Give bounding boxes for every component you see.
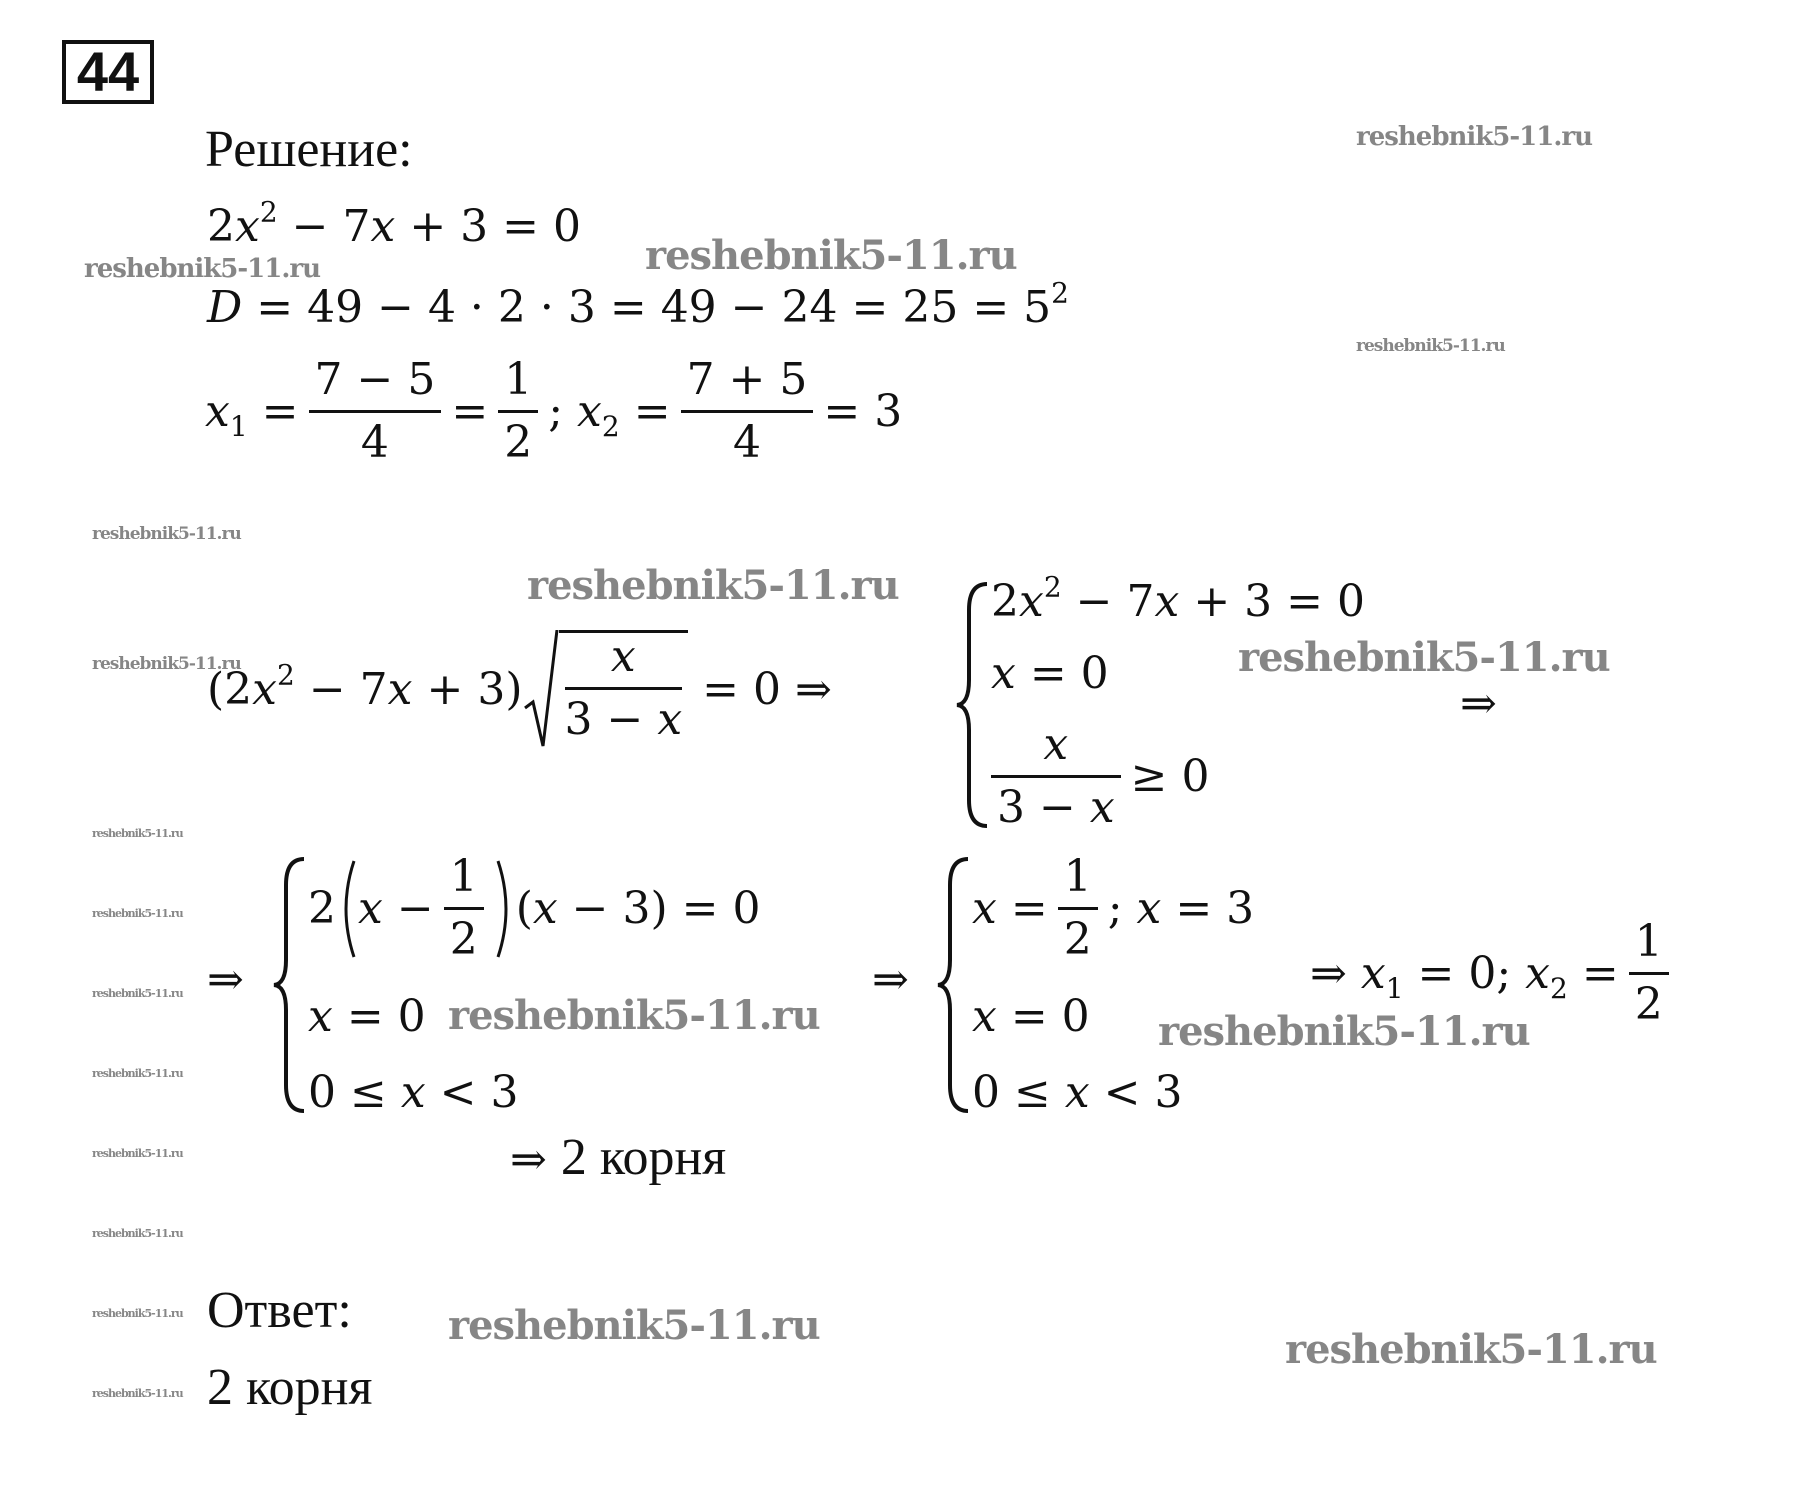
equation-line: $2x^2 - 7x + 3 = 0$ bbox=[207, 195, 581, 252]
watermark: reshebnik5-11.ru bbox=[1356, 122, 1593, 152]
left-paren-icon bbox=[336, 859, 358, 959]
implies-arrow: ⇒ bbox=[207, 954, 244, 1005]
watermark: reshebnik5-11.ru bbox=[92, 1307, 183, 1320]
fraction: $\frac{7 + 5}{4}$ bbox=[681, 358, 814, 465]
fraction: $\frac{7 - 5}{4}$ bbox=[309, 358, 442, 465]
discriminant-line: $D = 49 - 4 \cdot 2 \cdot 3 = 49 - 24 = 25 = 5^2$ bbox=[207, 276, 1069, 333]
watermark: reshebnik5-11.ru bbox=[1158, 1008, 1530, 1055]
left-brace-icon bbox=[936, 855, 972, 1115]
fraction: $\frac{x}{3 - x}$ bbox=[991, 723, 1121, 830]
watermark: reshebnik5-11.ru bbox=[448, 1302, 820, 1349]
answer-value: 2 корня bbox=[207, 1359, 373, 1416]
main-equation: $(2x^2 - 7x + 3)$ x 3 − x = 0 ⇒ bbox=[207, 630, 832, 750]
final-roots: ⇒ $x_1 = 0$; $x_2$ = $\frac{1}{2}$ bbox=[1310, 920, 1679, 1027]
left-brace-icon bbox=[272, 855, 308, 1115]
watermark: reshebnik5-11.ru bbox=[92, 907, 183, 920]
solution-label: Решение: bbox=[205, 121, 413, 178]
watermark: reshebnik5-11.ru bbox=[92, 524, 241, 544]
system-2: 2 x − $\frac{1}{2}$ (x − 3) = 0 x = 0 0 ≤ x < 3 bbox=[272, 855, 761, 1115]
implies-arrow: ⇒ bbox=[872, 954, 909, 1005]
right-paren-icon bbox=[494, 859, 516, 959]
implies-arrow: ⇒ bbox=[1460, 678, 1497, 729]
problem-number: 44 bbox=[62, 40, 154, 104]
watermark: reshebnik5-11.ru bbox=[92, 987, 183, 1000]
radical-sign-icon bbox=[523, 630, 559, 750]
system-3: x = $\frac{1}{2}$ ; x = 3 x = 0 0 ≤ x < 3 bbox=[936, 855, 1254, 1115]
watermark: reshebnik5-11.ru bbox=[92, 827, 183, 840]
fraction: $\frac{1}{2}$ bbox=[444, 855, 484, 962]
square-root: x 3 − x bbox=[523, 630, 689, 750]
watermark: reshebnik5-11.ru bbox=[92, 654, 241, 674]
watermark: reshebnik5-11.ru bbox=[1238, 634, 1610, 681]
roots-count-line: ⇒ 2 корня bbox=[510, 1129, 727, 1186]
watermark: reshebnik5-11.ru bbox=[92, 1227, 183, 1240]
fraction: $\frac{1}{2}$ bbox=[1058, 855, 1098, 962]
roots-count-text: 2 корня bbox=[560, 1129, 727, 1186]
watermark: reshebnik5-11.ru bbox=[527, 562, 899, 609]
watermark: reshebnik5-11.ru bbox=[92, 1147, 183, 1160]
fraction: $\frac{1}{2}$ bbox=[1629, 920, 1669, 1027]
watermark: reshebnik5-11.ru bbox=[1356, 336, 1505, 356]
watermark: reshebnik5-11.ru bbox=[645, 232, 1017, 279]
answer-label: Ответ: bbox=[207, 1282, 352, 1339]
watermark: reshebnik5-11.ru bbox=[1285, 1326, 1657, 1373]
system-1: $2x^2 - 7x + 3 = 0$ x = 0 $\frac{x}{3 - x}$ ≥ 0 bbox=[955, 580, 1365, 830]
left-brace-icon bbox=[955, 580, 991, 830]
fraction: $\frac{1}{2}$ bbox=[498, 358, 538, 465]
watermark: reshebnik5-11.ru bbox=[84, 254, 321, 284]
watermark: reshebnik5-11.ru bbox=[448, 992, 820, 1039]
watermark: reshebnik5-11.ru bbox=[92, 1387, 183, 1400]
watermark: reshebnik5-11.ru bbox=[92, 1067, 183, 1080]
roots-line: $x_1$ = $\frac{7 - 5}{4}$ = $\frac{1}{2}$ ; $x_2$ = $\frac{7 + 5}{4}$ = 3 bbox=[205, 354, 903, 468]
